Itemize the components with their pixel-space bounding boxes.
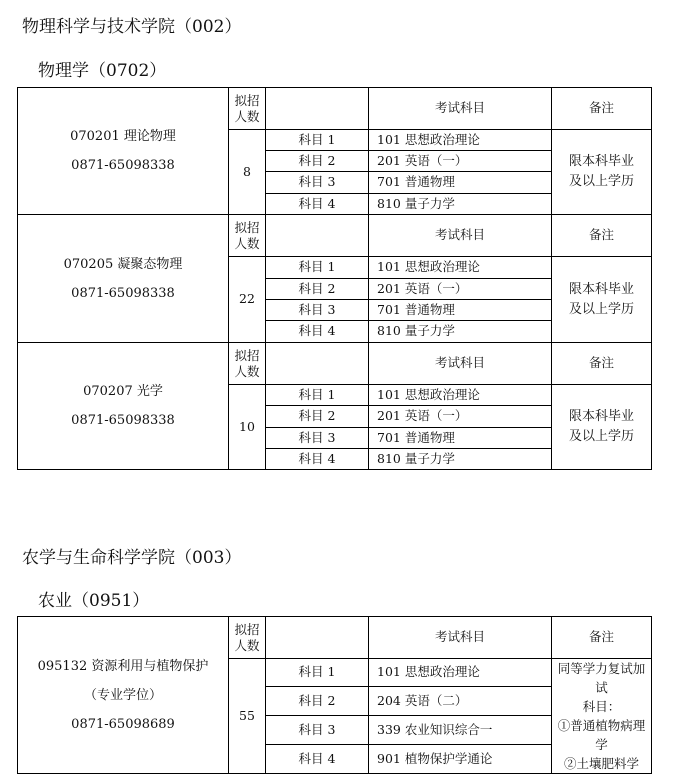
subject-exam: 901 植物保护学通论 (369, 744, 552, 773)
program-note: 限本科毕业 及以上学历 (552, 385, 652, 470)
program-note: 限本科毕业 及以上学历 (552, 130, 652, 215)
subject-label: 科目 4 (266, 449, 369, 470)
quota-value: 55 (229, 659, 266, 774)
subject-label: 科目 2 (266, 279, 369, 300)
program-info-cell (18, 343, 229, 470)
subject-exam: 701 普通物理 (369, 172, 552, 194)
blank-header-cell (266, 215, 369, 257)
subject-label: 科目 3 (266, 716, 369, 744)
quota-header: 拟招 人数 (229, 88, 266, 130)
subject-exam: 339 农业知识综合一 (369, 716, 552, 744)
subject-label: 科目 1 (266, 130, 369, 151)
agriculture-programs-table (17, 616, 652, 774)
program-code-name: 070201 理论物理 (70, 129, 176, 144)
blank-header-cell (266, 617, 369, 659)
subject-label: 科目 3 (266, 300, 369, 321)
college-heading-physics: 物理科学与技术学院（002） (22, 17, 242, 37)
quota-value: 8 (229, 130, 266, 215)
subject-exam: 701 普通物理 (369, 428, 552, 449)
exam-subjects-header: 考试科目 (369, 617, 552, 659)
subject-label: 科目 1 (266, 659, 369, 687)
subject-exam: 204 英语（二） (369, 687, 552, 716)
notes-header: 备注 (552, 617, 652, 659)
subject-label: 科目 4 (266, 744, 369, 773)
quota-value: 10 (229, 385, 266, 470)
subject-exam: 101 思想政治理论 (369, 659, 552, 687)
physics-programs-table (17, 87, 652, 470)
quota-value: 22 (229, 257, 266, 343)
subject-exam: 101 思想政治理论 (369, 257, 552, 279)
subject-exam: 810 量子力学 (369, 449, 552, 470)
program-phone: 0871-65098338 (71, 413, 175, 428)
subject-label: 科目 1 (266, 257, 369, 279)
notes-header: 备注 (552, 215, 652, 257)
subject-exam: 810 量子力学 (369, 194, 552, 215)
subject-label: 科目 3 (266, 428, 369, 449)
program-phone: 0871-65098338 (71, 158, 175, 173)
program-phone: 0871-65098338 (71, 285, 175, 301)
subject-exam: 101 思想政治理论 (369, 385, 552, 406)
subject-label: 科目 1 (266, 385, 369, 406)
subject-exam: 101 思想政治理论 (369, 130, 552, 151)
program-note: 同等学力复试加试 科目： ①普通植物病理学 ②土壤肥料学 (552, 659, 652, 774)
subject-label: 科目 4 (266, 321, 369, 343)
program-code-name: 070207 光学 (83, 384, 163, 399)
subject-label: 科目 2 (266, 406, 369, 428)
blank-header-cell (266, 343, 369, 385)
quota-header: 拟招 人数 (229, 617, 266, 659)
subject-label: 科目 2 (266, 151, 369, 172)
subject-exam: 201 英语（一） (369, 151, 552, 172)
program-degree-type: （专业学位） (83, 687, 162, 703)
program-note: 限本科毕业 及以上学历 (552, 257, 652, 343)
program-info-cell (18, 88, 229, 215)
program-code-name: 095132 资源利用与植物保护 (37, 658, 209, 674)
exam-subjects-header: 考试科目 (369, 88, 552, 130)
quota-header: 拟招 人数 (229, 215, 266, 257)
notes-header: 备注 (552, 88, 652, 130)
blank-header-cell (266, 88, 369, 130)
program-phone: 0871-65098689 (71, 716, 175, 732)
exam-subjects-header: 考试科目 (369, 343, 552, 385)
subject-exam: 201 英语（一） (369, 279, 552, 300)
subject-exam: 810 量子力学 (369, 321, 552, 343)
subject-exam: 701 普通物理 (369, 300, 552, 321)
subject-label: 科目 3 (266, 172, 369, 194)
college-heading-agriculture: 农学与生命科学学院（003） (22, 548, 242, 568)
program-info-cell (18, 215, 229, 343)
major-heading-physics: 物理学（0702） (38, 61, 167, 81)
subject-label: 科目 4 (266, 194, 369, 215)
quota-header: 拟招 人数 (229, 343, 266, 385)
exam-subjects-header: 考试科目 (369, 215, 552, 257)
program-code-name: 070205 凝聚态物理 (63, 256, 183, 272)
subject-label: 科目 2 (266, 687, 369, 716)
notes-header: 备注 (552, 343, 652, 385)
subject-exam: 201 英语（一） (369, 406, 552, 428)
major-heading-agriculture: 农业（0951） (38, 591, 150, 611)
program-info-cell (18, 617, 229, 774)
